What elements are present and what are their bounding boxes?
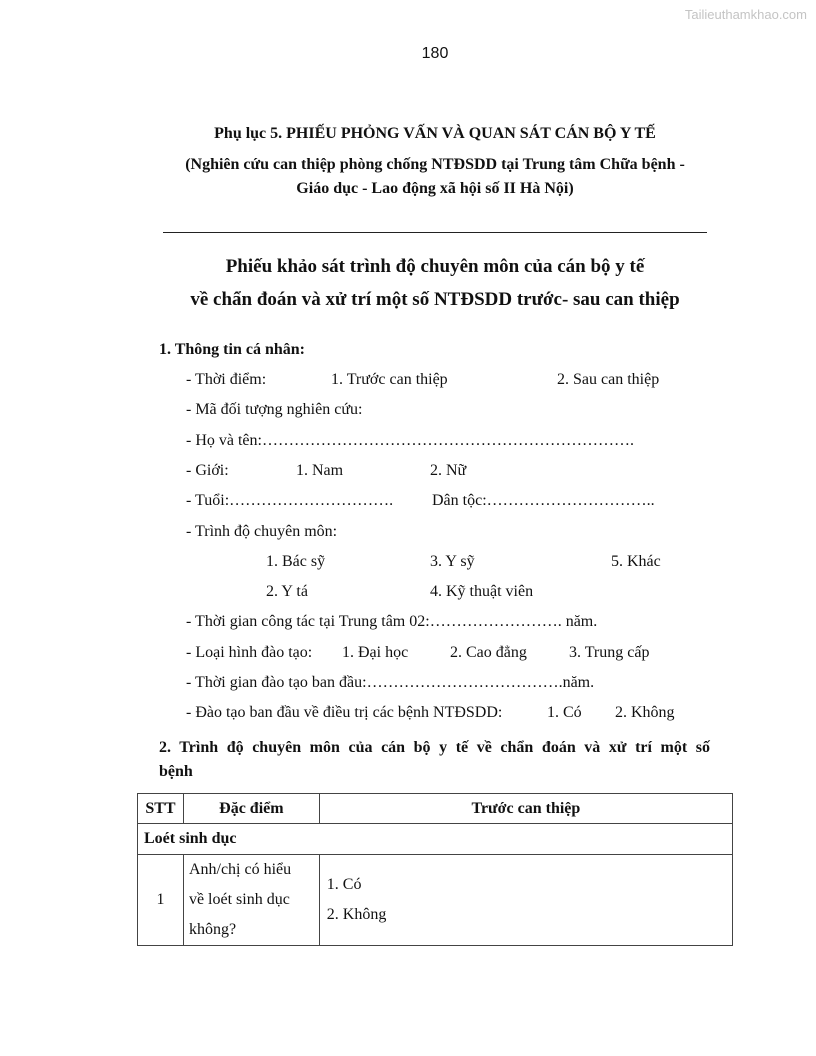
work-time-field: - Thời gian công tác tại Trung tâm 02:……………………. năm. [186, 613, 598, 630]
watermark: Tailieuthamkhao.com [684, 7, 807, 22]
ethnicity-field: Dân tộc:………………………….. [432, 492, 655, 509]
qualification-label: - Trình độ chuyên môn: [186, 523, 338, 540]
divider-line [163, 232, 707, 233]
qualification-option-1: 1. Bác sỹ [266, 553, 326, 570]
training-type-label: - Loại hình đào tạo: [186, 644, 313, 661]
header-characteristic: Đặc điểm [183, 794, 319, 824]
qualification-option-3: 3. Y sỹ [430, 553, 475, 570]
section1-title: 1. Thông tin cá nhân: [159, 341, 305, 358]
category-row [138, 824, 733, 855]
question-line: không? [188, 921, 237, 938]
initial-training-time-field: - Thời gian đào tạo ban đầu:……………………………….năm. [186, 674, 595, 691]
row-number: 1 [138, 855, 184, 946]
question-cell [183, 855, 319, 946]
age-field: - Tuổi:…………………………. [186, 492, 394, 509]
category-label: Loét sinh dục [138, 824, 733, 855]
gender-option-male: 1. Nam [296, 462, 344, 479]
answer-option-no: 2. Không [326, 906, 387, 923]
header-before-intervention: Trước can thiệp [319, 794, 732, 824]
form-title-line2: về chẩn đoán và xử trí một số NTĐSDD trước- sau can thiệp [190, 289, 680, 310]
training-option-college: 2. Cao đẳng [450, 644, 527, 661]
initial-training-label: - Đào tạo ban đầu về điều trị các bệnh NTĐSDD: [186, 704, 503, 721]
header-stt: STT [138, 794, 184, 824]
gender-label: - Giới: [186, 462, 229, 479]
subject-code-field: - Mã đối tượng nghiên cứu: [186, 401, 363, 418]
assessment-table [137, 793, 733, 946]
form-title-line1: Phiếu khảo sát trình độ chuyên môn của cán bộ y tế [225, 256, 645, 277]
training-option-vocational: 3. Trung cấp [569, 644, 650, 661]
table-row [138, 855, 733, 946]
section2-title: 2. Trình độ chuyên môn của cán bộ y tế về chẩn đoán và xử trí một số [159, 739, 710, 756]
page-number: 180 [421, 45, 449, 62]
answer-option-yes: 1. Có [326, 876, 362, 893]
answer-options-cell [319, 855, 732, 946]
time-option-before: 1. Trước can thiệp [331, 371, 448, 388]
question-line: Anh/chị có hiểu [188, 861, 292, 878]
training-option-university: 1. Đại học [342, 644, 409, 661]
study-subtitle-line2: Giáo dục - Lao động xã hội số II Hà Nội) [296, 180, 574, 197]
question-line: về loét sinh dục [188, 891, 290, 908]
table-header-row [138, 794, 733, 824]
initial-training-option-yes: 1. Có [547, 704, 582, 721]
time-label: - Thời điểm: [186, 371, 267, 388]
appendix-title: Phụ lục 5. PHIẾU PHỎNG VẤN VÀ QUAN SÁT CÁN BỘ Y TẾ [214, 125, 656, 142]
section2-title-cont: bệnh [159, 763, 193, 780]
study-subtitle-line1: (Nghiên cứu can thiệp phòng chống NTĐSDD tại Trung tâm Chữa bệnh - [185, 156, 685, 173]
initial-training-option-no: 2. Không [615, 704, 675, 721]
name-field: - Họ và tên:……………………………………………………………. [186, 432, 634, 449]
gender-option-female: 2. Nữ [430, 462, 467, 479]
qualification-option-5: 5. Khác [611, 553, 661, 570]
qualification-option-2: 2. Y tá [266, 583, 308, 600]
time-option-after: 2. Sau can thiệp [557, 371, 660, 388]
qualification-option-4: 4. Kỹ thuật viên [430, 583, 534, 600]
